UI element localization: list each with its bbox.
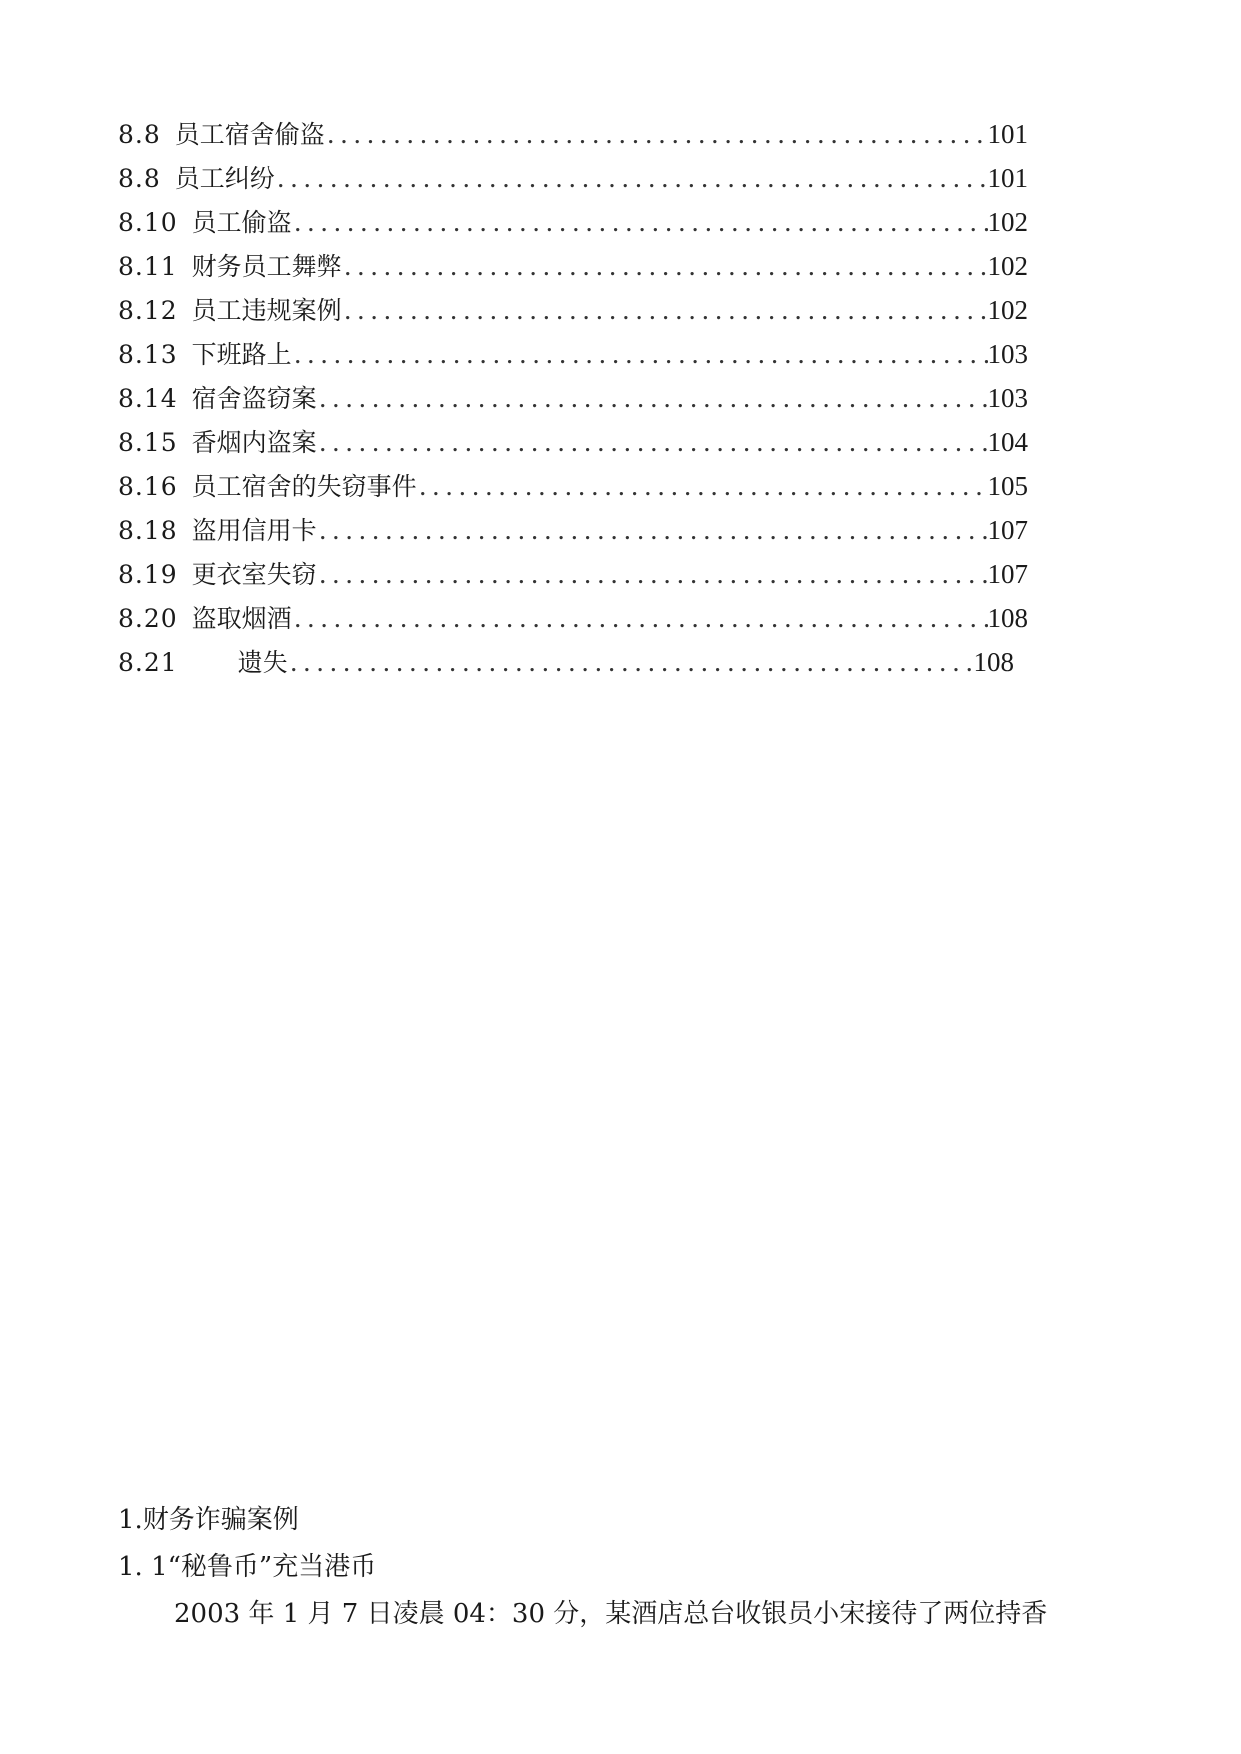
toc-dot-leader — [344, 245, 988, 289]
toc-entry-page: 102 — [987, 207, 1028, 237]
toc-dot-leader — [294, 201, 988, 245]
toc-entry-title: 宿舍盗窃案 — [191, 384, 317, 413]
toc-entry[interactable] — [118, 552, 1028, 596]
toc-entry-number: 8.13 — [118, 340, 178, 369]
toc-entry[interactable] — [118, 464, 1028, 508]
toc-entry[interactable] — [118, 156, 1028, 200]
toc-entry-page: 103 — [987, 383, 1028, 413]
toc-dot-leader — [294, 333, 988, 377]
toc-entry[interactable] — [118, 288, 1028, 332]
toc-entry-page: 104 — [987, 427, 1028, 457]
toc-entry-number: 8.18 — [118, 516, 178, 545]
toc-dot-leader — [290, 641, 974, 685]
toc-dot-leader — [294, 597, 988, 641]
toc-entry-number: 8.16 — [118, 472, 178, 501]
toc-dot-leader — [277, 157, 988, 201]
toc-entry-number: 8.14 — [118, 384, 178, 413]
toc-entry-page: 108 — [973, 647, 1014, 677]
toc-entry-number: 8.15 — [118, 428, 178, 457]
toc-entry[interactable] — [118, 244, 1028, 288]
toc-dot-leader — [319, 377, 988, 421]
toc-entry-page: 105 — [987, 471, 1028, 501]
toc-entry-number: 8.19 — [118, 560, 178, 589]
toc-dot-leader — [327, 113, 988, 157]
toc-entry[interactable] — [118, 332, 1028, 376]
toc-entry-title: 下班路上 — [191, 340, 292, 369]
toc-entry[interactable] — [118, 112, 1028, 156]
toc-dot-leader — [319, 553, 988, 597]
toc-entry[interactable] — [118, 200, 1028, 244]
toc-entry-number: 8.20 — [118, 604, 178, 633]
toc-entry-title: 遗失 — [237, 648, 288, 677]
toc-entry[interactable] — [118, 376, 1028, 420]
toc-entry-title: 财务员工舞弊 — [191, 252, 342, 281]
toc-entry-page: 108 — [987, 603, 1028, 633]
toc-entry-page: 102 — [987, 295, 1028, 325]
toc-dot-leader — [344, 289, 988, 333]
toc-entry-title: 盗取烟酒 — [191, 604, 292, 633]
toc-entry-title: 员工违规案例 — [191, 296, 342, 325]
toc-dot-leader — [419, 465, 988, 509]
paragraph: 2003 年 1 月 7 日凌晨 04：30 分，某酒店总台收银员小宋接待了两位持香 — [174, 1599, 1048, 1629]
toc-entry[interactable] — [118, 640, 1014, 684]
toc-entry-title: 香烟内盗案 — [191, 428, 317, 457]
toc-entry[interactable] — [118, 508, 1028, 552]
document-body — [118, 1497, 1128, 1638]
toc-entry-page: 107 — [987, 515, 1028, 545]
toc-entry-page: 101 — [987, 119, 1028, 149]
toc-entry-number: 8.21 — [118, 648, 178, 677]
toc-entry-number: 8.8 — [118, 120, 161, 149]
toc-entry-page: 102 — [987, 251, 1028, 281]
toc-entry-number: 8.8 — [118, 164, 161, 193]
chapter-heading: 1.财务诈骗案例 — [118, 1505, 299, 1535]
toc-entry-page: 103 — [987, 339, 1028, 369]
toc-dot-leader — [319, 421, 988, 465]
toc-entry-title: 更衣室失窃 — [191, 560, 317, 589]
table-of-contents — [118, 112, 1028, 684]
toc-entry-page: 107 — [987, 559, 1028, 589]
toc-entry-title: 员工偷盗 — [191, 208, 292, 237]
toc-entry-number: 8.10 — [118, 208, 178, 237]
toc-entry[interactable] — [118, 596, 1028, 640]
toc-entry-number: 8.11 — [118, 252, 178, 281]
toc-entry-title: 盗用信用卡 — [191, 516, 317, 545]
section-heading: 1. 1“秘鲁币”充当港币 — [118, 1552, 377, 1582]
toc-dot-leader — [319, 509, 988, 553]
toc-entry-page: 101 — [987, 163, 1028, 193]
toc-entry[interactable] — [118, 420, 1028, 464]
toc-entry-title: 员工宿舍的失窃事件 — [191, 472, 417, 501]
toc-entry-title: 员工宿舍偷盗 — [174, 120, 325, 149]
toc-entry-title: 员工纠纷 — [174, 164, 275, 193]
toc-entry-number: 8.12 — [118, 296, 178, 325]
